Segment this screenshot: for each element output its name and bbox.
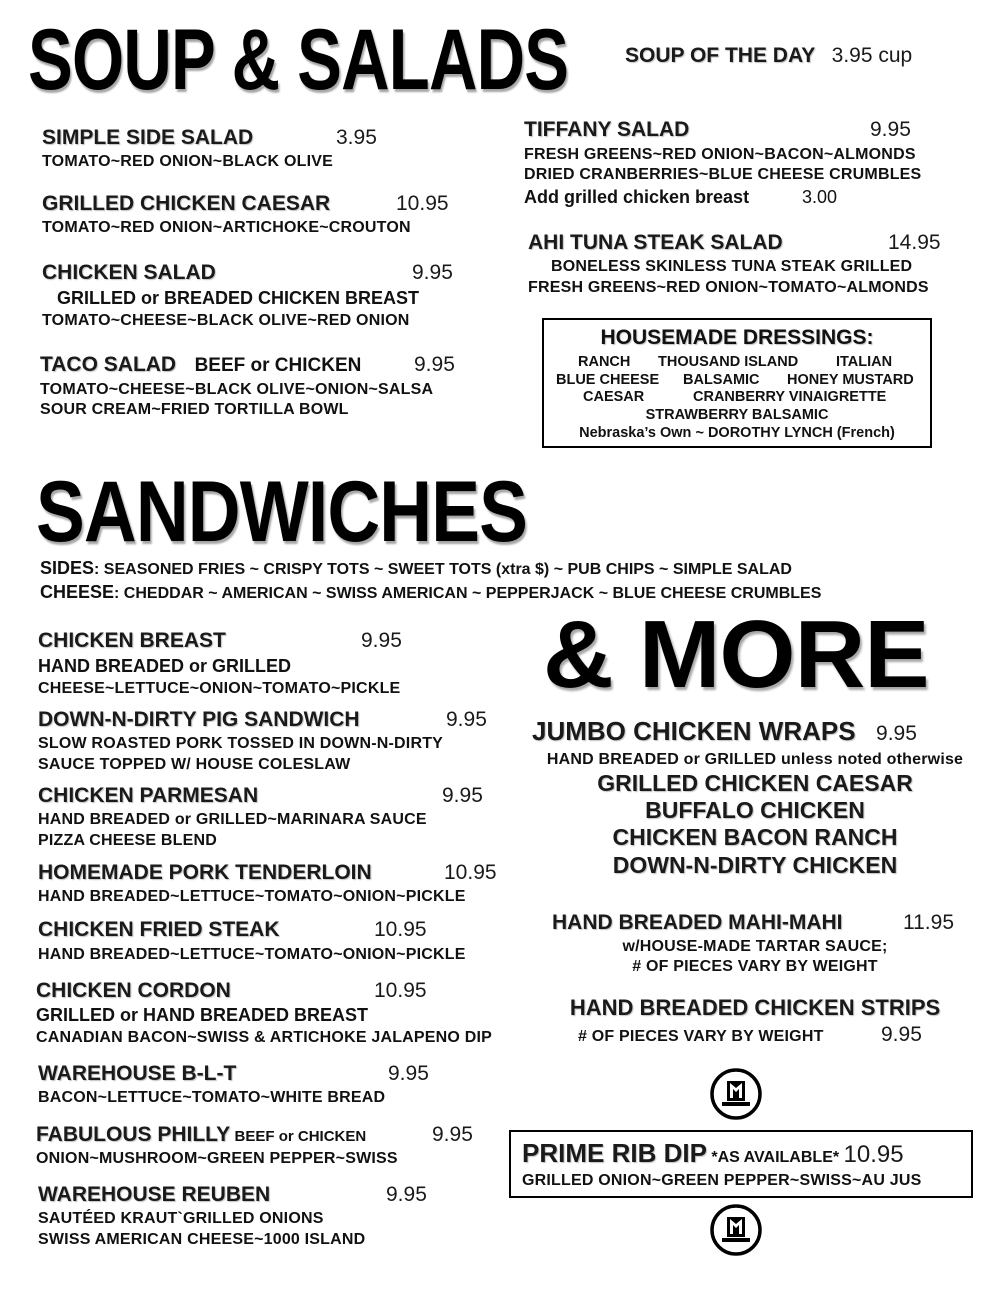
warehouse-logo-icon [709, 1203, 763, 1257]
item-desc: SAUCE TOPPED W/ HOUSE COLESLAW [38, 756, 351, 773]
cheese-label: CHEESE [40, 582, 115, 602]
item-name: WAREHOUSE B-L-T [38, 1062, 237, 1085]
item-addon: Add grilled chicken breast [524, 187, 750, 207]
philly-line [36, 1123, 366, 1147]
wraps-title-line [532, 716, 917, 747]
strips-price: 9.95 [881, 1023, 922, 1046]
item-desc: CHEESE~LETTUCE~ONION~TOMATO~PICKLE [38, 680, 401, 697]
sandwiches-heading: SANDWICHES [36, 464, 528, 560]
item-desc: SAUTÉED KRAUT`GRILLED ONIONS [38, 1210, 324, 1227]
item-price: 3.95 [336, 126, 377, 149]
more-heading: & MORE [543, 601, 929, 708]
item-name: AHI TUNA STEAK SALAD [528, 231, 783, 254]
item-name: CHICKEN FRIED STEAK [38, 918, 280, 941]
item-desc: FRESH GREENS~RED ONION~TOMATO~ALMONDS [528, 279, 929, 296]
item-price: 10.95 [444, 861, 497, 884]
item-price: 9.95 [412, 261, 453, 284]
wraps-note: HAND BREADED or GRILLED unless noted otherwise [546, 751, 964, 768]
item-desc: PIZZA CHEESE BLEND [38, 832, 218, 849]
item-price: 14.95 [888, 231, 941, 254]
mahi-price: 11.95 [903, 911, 954, 934]
item-desc: SLOW ROASTED PORK TOSSED IN DOWN-N-DIRTY [38, 735, 444, 752]
item-option: BEEF or CHICKEN [194, 355, 362, 376]
dressing-item: BALSAMIC [683, 372, 760, 388]
item-desc: CANADIAN BACON~SWISS & ARTICHOKE JALAPENO DIP [36, 1029, 492, 1046]
item-addon-price: 3.00 [802, 187, 838, 207]
cheese-list: : CHEDDAR ~ AMERICAN ~ SWISS AMERICAN ~ PEPPERJACK ~ BLUE CHEESE CRUMBLES [114, 585, 822, 602]
item-desc: BONELESS SKINLESS TUNA STEAK GRILLED [551, 258, 913, 275]
item-desc: HAND BREADED or GRILLED [38, 656, 292, 676]
item-name: TACO SALAD [40, 353, 177, 376]
dressing-item: CAESAR [583, 389, 645, 405]
item-name: GRILLED CHICKEN CAESAR [42, 192, 331, 215]
dressing-item: ITALIAN [836, 354, 893, 370]
sides-list: : SEASONED FRIES ~ CRISPY TOTS ~ SWEET TOTS (xtra $) ~ PUB CHIPS ~ SIMPLE SALAD [94, 561, 792, 578]
soup-of-day [625, 44, 912, 68]
wraps-title: JUMBO CHICKEN WRAPS [532, 716, 856, 746]
soup-of-day-label: SOUP OF THE DAY [625, 44, 816, 67]
prime-rib-desc: GRILLED ONION~GREEN PEPPER~SWISS~AU JUS [522, 1172, 922, 1189]
item-name: CHICKEN SALAD [42, 261, 216, 284]
item-name: CHICKEN BREAST [38, 629, 226, 652]
sides-label: SIDES [40, 558, 95, 578]
item-price: 10.95 [396, 192, 449, 215]
wrap-item: GRILLED CHICKEN CAESAR [597, 770, 913, 796]
item-desc: HAND BREADED~LETTUCE~TOMATO~ONION~PICKLE [38, 888, 466, 905]
dressing-item: HONEY MUSTARD [787, 372, 914, 388]
item-price: 10.95 [374, 979, 427, 1002]
wrap-item: DOWN-N-DIRTY CHICKEN [612, 852, 898, 878]
item-desc: TOMATO~RED ONION~ARTICHOKE~CROUTON [42, 219, 411, 236]
item-name: CHICKEN PARMESAN [38, 784, 259, 807]
sides-line [40, 558, 792, 579]
mahi-name: HAND BREADED MAHI-MAHI [552, 911, 843, 934]
item-name: CHICKEN CORDON [36, 979, 231, 1002]
item-desc: SWISS AMERICAN CHEESE~1000 ISLAND [38, 1231, 366, 1248]
item-price: 9.95 [432, 1123, 473, 1146]
dressing-item: CRANBERRY VINAIGRETTE [693, 389, 887, 405]
item-price: 9.95 [388, 1062, 429, 1085]
cheese-line [40, 582, 821, 603]
prime-rib-note: *AS AVAILABLE* [711, 1149, 840, 1166]
strips-name: HAND BREADED CHICKEN STRIPS [569, 995, 941, 1020]
dressing-item: STRAWBERRY BALSAMIC [645, 407, 829, 423]
dressings-title: HOUSEMADE DRESSINGS: [600, 326, 874, 349]
wrap-item: BUFFALO CHICKEN [645, 797, 865, 823]
mahi-desc: w/HOUSE-MADE TARTAR SAUCE; [622, 938, 888, 955]
prime-rib-price: 10.95 [843, 1141, 904, 1168]
item-price: 9.95 [870, 118, 911, 141]
dressing-item: Nebraska’s Own ~ DOROTHY LYNCH (French) [579, 425, 895, 441]
item-price: 9.95 [386, 1183, 427, 1206]
item-name: WAREHOUSE REUBEN [38, 1183, 271, 1206]
item-name: HOMEMADE PORK TENDERLOIN [38, 861, 372, 884]
item-desc: GRILLED or BREADED CHICKEN BREAST [57, 288, 420, 308]
dressing-item: BLUE CHEESE [556, 372, 660, 388]
item-desc: ONION~MUSHROOM~GREEN PEPPER~SWISS [36, 1150, 398, 1167]
item-name: FABULOUS PHILLY [36, 1123, 231, 1146]
item-desc: HAND BREADED~LETTUCE~TOMATO~ONION~PICKLE [38, 946, 466, 963]
prime-rib-name: PRIME RIB DIP [522, 1138, 707, 1168]
item-price: 9.95 [442, 784, 483, 807]
item-desc: BACON~LETTUCE~TOMATO~WHITE BREAD [38, 1089, 386, 1106]
mahi-desc: # OF PIECES VARY BY WEIGHT [632, 958, 878, 975]
item-name: DOWN-N-DIRTY PIG SANDWICH [38, 708, 360, 731]
item-price: 10.95 [374, 918, 427, 941]
dressing-item: THOUSAND ISLAND [658, 354, 799, 370]
prime-rib-line [522, 1138, 904, 1169]
item-name: SIMPLE SIDE SALAD [42, 126, 254, 149]
warehouse-logo-icon [709, 1067, 763, 1121]
strips-desc: # OF PIECES VARY BY WEIGHT [578, 1028, 824, 1045]
taco-salad-line [40, 353, 361, 377]
item-price: 9.95 [361, 629, 402, 652]
item-desc: TOMATO~CHEESE~BLACK OLIVE~ONION~SALSA [40, 381, 434, 398]
dressing-item: RANCH [578, 354, 631, 370]
item-desc: FRESH GREENS~RED ONION~BACON~ALMONDS [524, 146, 916, 163]
item-price: 9.95 [414, 353, 455, 376]
item-option: BEEF or CHICKEN [234, 1128, 367, 1145]
item-desc: TOMATO~RED ONION~BLACK OLIVE [42, 153, 333, 170]
item-desc: TOMATO~CHEESE~BLACK OLIVE~RED ONION [42, 312, 410, 329]
wraps-price: 9.95 [876, 722, 917, 745]
item-price: 9.95 [446, 708, 487, 731]
item-desc: SOUR CREAM~FRIED TORTILLA BOWL [40, 401, 349, 418]
soup-of-day-price: 3.95 cup [831, 44, 913, 67]
item-desc: DRIED CRANBERRIES~BLUE CHEESE CRUMBLES [524, 166, 922, 183]
item-desc: GRILLED or HAND BREADED BREAST [36, 1005, 369, 1025]
wrap-item: CHICKEN BACON RANCH [612, 824, 898, 850]
item-desc: HAND BREADED or GRILLED~MARINARA SAUCE [38, 811, 427, 828]
item-name: TIFFANY SALAD [524, 118, 690, 141]
soup-salads-heading: SOUP & SALADS [28, 12, 569, 108]
